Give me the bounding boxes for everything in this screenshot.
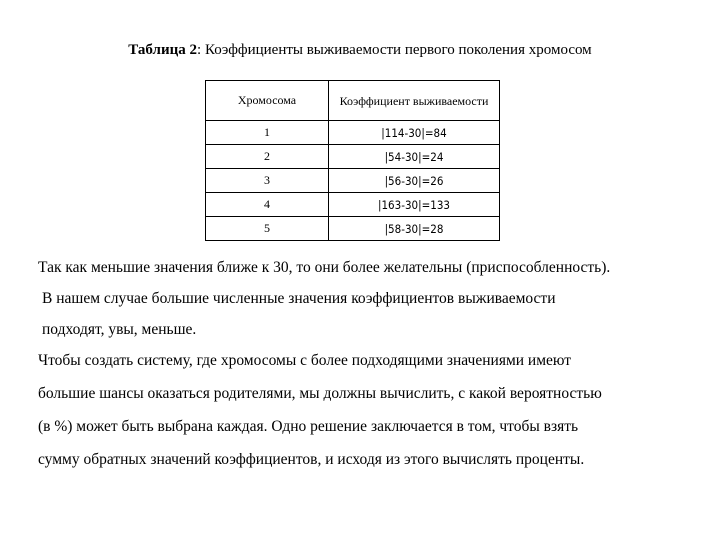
body-line-2: В нашем случае большие численные значения коэффициентов выживаемости (42, 290, 556, 307)
cell-coefficient: |56-30|=26 (329, 169, 500, 193)
cell-coefficient: |163-30|=133 (329, 193, 500, 217)
body-line-1: Так как меньшие значения ближе к 30, то они более желательны (приспособленность). (38, 259, 611, 276)
table-header-row (206, 81, 500, 121)
table-row (206, 145, 500, 169)
cell-coefficient: |114-30|=84 (329, 121, 500, 145)
cell-chromosome: 1 (206, 121, 329, 145)
table-caption-separator: : (197, 42, 202, 58)
table-caption-label: Таблица 2 (128, 42, 198, 58)
table-row (206, 169, 500, 193)
cell-chromosome: 5 (206, 217, 329, 241)
cell-coefficient: |58-30|=28 (329, 217, 500, 241)
cell-coefficient: |54-30|=24 (329, 145, 500, 169)
table-caption-text: Коэффициенты выживаемости первого поколения хромосом (201, 42, 592, 58)
table-caption (0, 42, 720, 59)
body-line-6: (в %) может быть выбрана каждая. Одно решение заключается в том, чтобы взять (38, 418, 579, 435)
header-coefficient: Коэффициент выживаемости (329, 81, 500, 121)
body-line-4: Чтобы создать систему, где хромосомы с более подходящими значениями имеют (38, 352, 572, 369)
table-row (206, 121, 500, 145)
cell-chromosome: 4 (206, 193, 329, 217)
table-row (206, 193, 500, 217)
coefficients-table (205, 80, 500, 241)
body-line-5: большие шансы оказаться родителями, мы должны вычислить, с какой вероятностью (38, 385, 602, 402)
cell-chromosome: 3 (206, 169, 329, 193)
body-line-7: сумму обратных значений коэффициентов, и исходя из этого вычислять проценты. (38, 451, 585, 468)
body-line-3: подходят, увы, меньше. (42, 321, 197, 338)
table-row (206, 217, 500, 241)
header-chromosome: Хромосома (206, 81, 329, 121)
cell-chromosome: 2 (206, 145, 329, 169)
